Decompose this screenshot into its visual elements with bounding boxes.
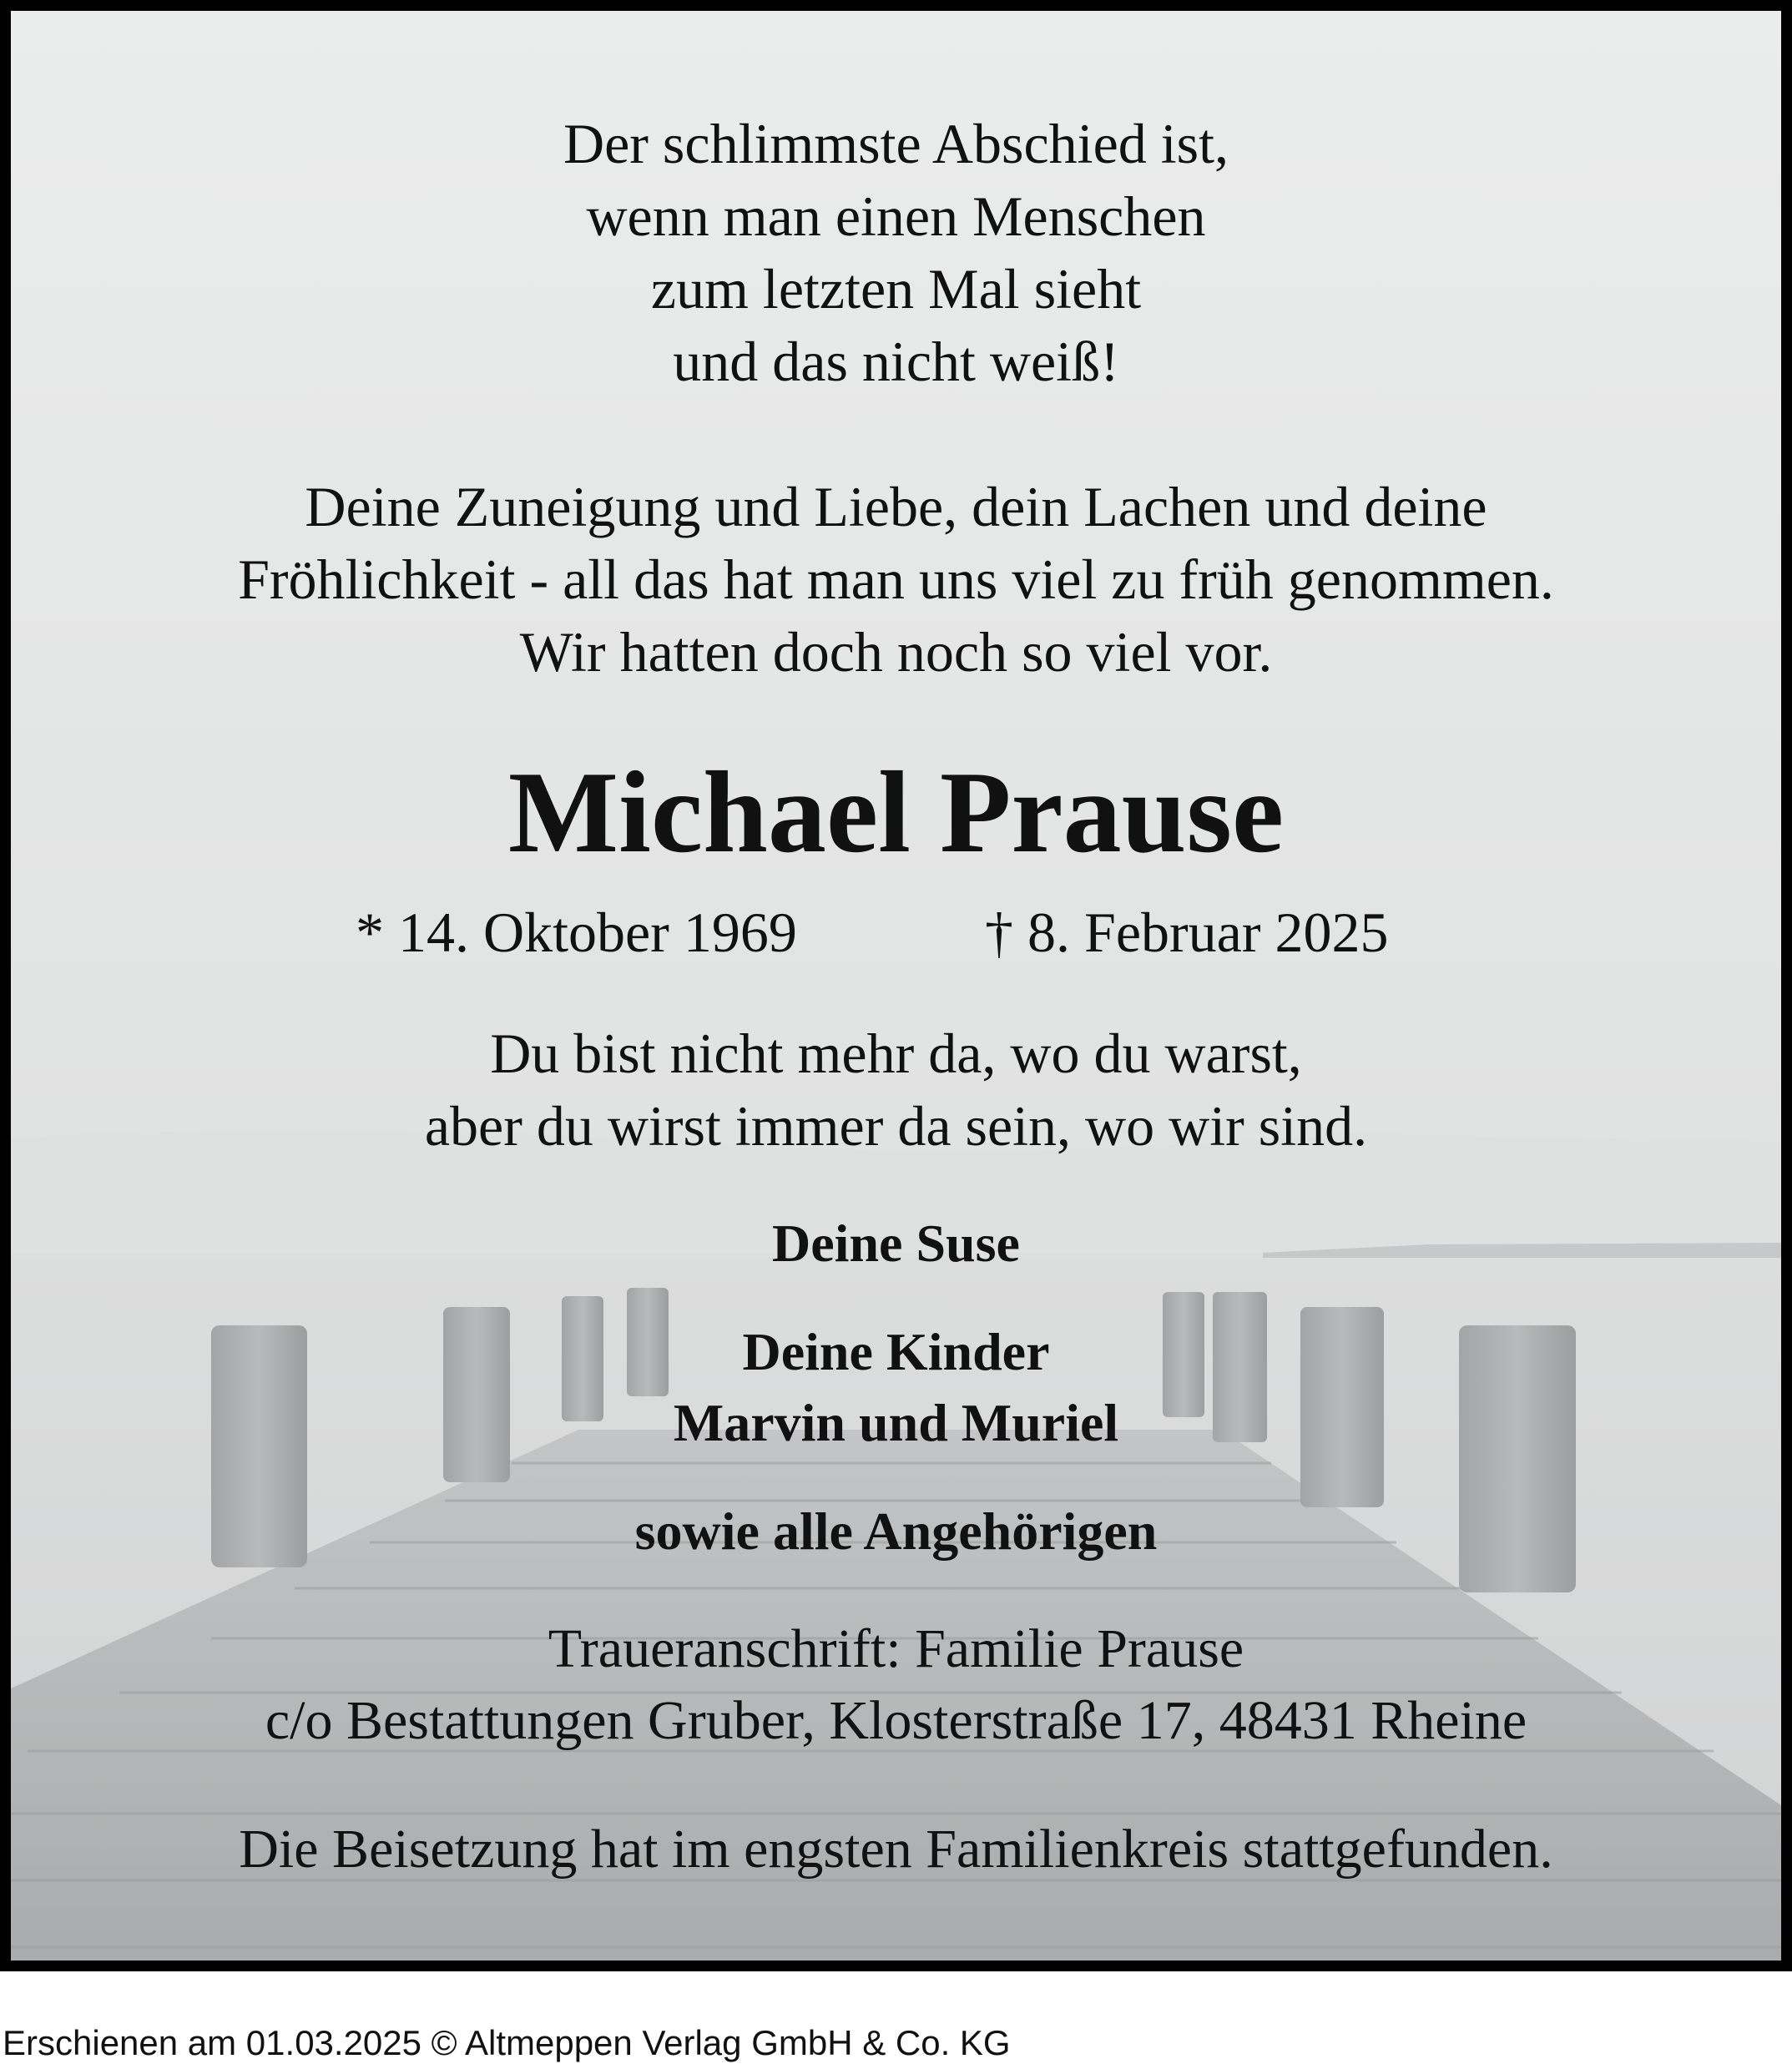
intro-line: Wir hatten doch noch so viel vor.	[519, 620, 1273, 684]
mourner-partner: Deine Suse	[772, 1214, 1020, 1273]
birth-date: * 14. Oktober 1969	[356, 901, 797, 964]
mourner-relatives: sowie alle Angehörigen	[634, 1501, 1158, 1561]
children-names: Marvin und Muriel	[673, 1393, 1119, 1452]
intro-line: Deine Zuneigung und Liebe, dein Lachen und deine	[305, 475, 1487, 538]
burial-note: Die Beisetzung hat im engsten Familienkreis stattgefunden.	[239, 1819, 1553, 1880]
children-heading: Deine Kinder	[742, 1322, 1050, 1381]
publication-footer: Erschienen am 01.03.2025 © Altmeppen Verlag GmbH & Co. KG	[3, 2023, 1011, 2062]
quote-line: wenn man einen Menschen	[586, 184, 1206, 248]
intro-line: Fröhlichkeit - all das hat man uns viel zu früh genommen.	[238, 548, 1554, 611]
verse-line: aber du wirst immer da sein, wo wir sind.	[424, 1094, 1368, 1158]
address-line-1: Traueranschrift: Familie Prause	[548, 1618, 1244, 1679]
quote-line: zum letzten Mal sieht	[650, 257, 1142, 320]
death-date: † 8. Februar 2025	[985, 901, 1389, 964]
deceased-name: Michael Prause	[507, 748, 1285, 877]
quote-line: Der schlimmste Abschied ist,	[563, 112, 1229, 175]
verse-line: Du bist nicht mehr da, wo du warst,	[490, 1022, 1302, 1085]
quote-line: und das nicht weiß!	[673, 330, 1119, 393]
address-line-2: c/o Bestattungen Gruber, Klosterstraße 17, 48431 Rheine	[265, 1690, 1527, 1751]
